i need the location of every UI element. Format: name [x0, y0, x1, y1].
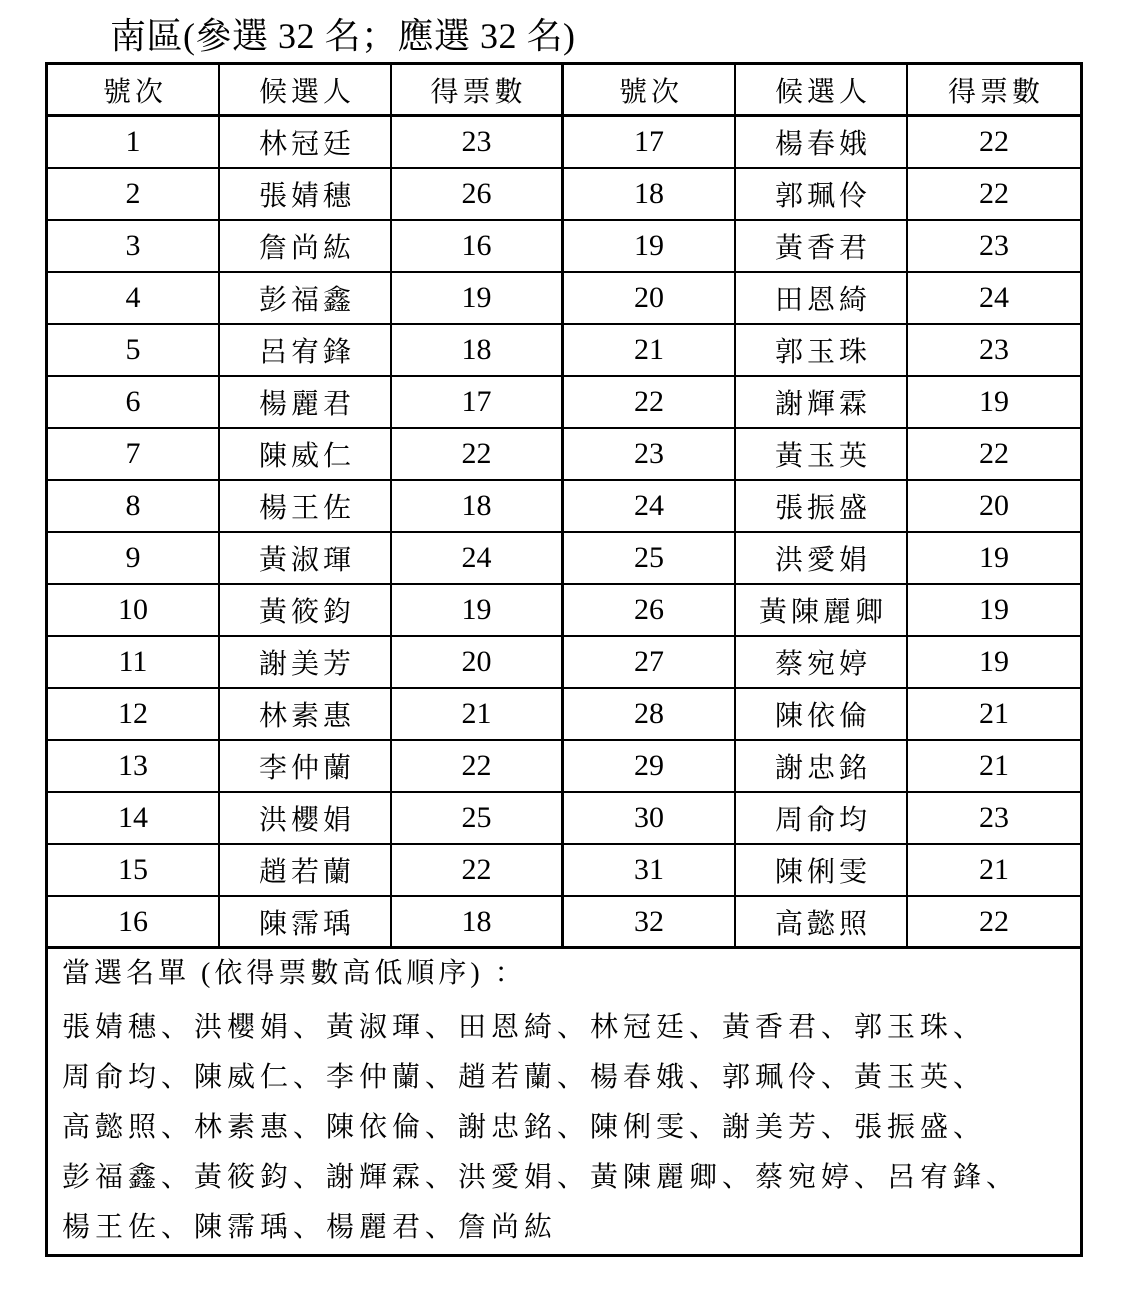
table-row	[48, 585, 1080, 637]
table-row	[48, 325, 1080, 377]
vote-count-cell: 19	[392, 585, 564, 635]
number-cell: 22	[564, 377, 736, 427]
vote-count-cell: 24	[979, 281, 1009, 314]
candidate-name-cell: 林素惠	[220, 689, 392, 739]
results-table	[45, 62, 1083, 1257]
vote-count-cell: 22	[979, 177, 1009, 210]
vote-count-cell: 17	[392, 377, 564, 427]
vote-count-cell: 25	[392, 793, 564, 843]
table-row	[48, 481, 1080, 533]
candidate-name-cell: 陳霈瑀	[220, 897, 392, 946]
candidate-name-cell: 蔡宛婷	[736, 637, 908, 687]
number-cell: 5	[48, 325, 220, 375]
column-header-number: 號次	[564, 65, 736, 114]
table-row	[48, 689, 1080, 741]
candidate-name-cell: 詹尚紘	[220, 221, 392, 271]
candidate-name-cell: 楊王佐	[220, 481, 392, 531]
table-row	[48, 845, 1080, 897]
candidate-name-cell: 陳威仁	[220, 429, 392, 479]
vote-count-cell: 24	[392, 533, 564, 583]
candidate-name-cell: 黃筱鈞	[220, 585, 392, 635]
vote-count-cell: 19	[979, 385, 1009, 418]
page-title: 南區(參選 32 名；應選 32 名)	[110, 16, 576, 56]
elected-names-line: 楊王佐、陳霈瑀、楊麗君、詹尚紘	[62, 1212, 558, 1243]
number-cell: 9	[48, 533, 220, 583]
table-row	[48, 533, 1080, 585]
candidate-name-cell: 楊麗君	[220, 377, 392, 427]
candidate-name-cell: 呂宥鋒	[220, 325, 392, 375]
table-row	[48, 377, 1080, 429]
vote-count-cell: 23	[979, 333, 1009, 366]
candidate-name-cell: 張振盛	[736, 481, 908, 531]
table-row	[48, 273, 1080, 325]
number-cell: 19	[564, 221, 736, 271]
number-cell: 30	[564, 793, 736, 843]
table-row	[48, 741, 1080, 793]
vote-count-cell: 21	[392, 689, 564, 739]
number-cell: 25	[564, 533, 736, 583]
number-cell: 21	[564, 325, 736, 375]
vote-count-cell: 19	[979, 593, 1009, 626]
vote-count-cell: 19	[392, 273, 564, 323]
number-cell: 6	[48, 377, 220, 427]
candidate-name-cell: 田恩綺	[736, 273, 908, 323]
vote-count-cell: 23	[392, 117, 564, 167]
candidate-name-cell: 謝美芳	[220, 637, 392, 687]
candidate-name-cell: 李仲蘭	[220, 741, 392, 791]
vote-count-cell: 21	[979, 749, 1009, 782]
vote-count-cell: 19	[979, 541, 1009, 574]
vote-count-cell: 22	[392, 429, 564, 479]
candidate-name-cell: 郭珮伶	[736, 169, 908, 219]
candidate-name-cell: 謝忠銘	[736, 741, 908, 791]
number-cell: 18	[564, 169, 736, 219]
number-cell: 7	[48, 429, 220, 479]
table-row	[48, 637, 1080, 689]
candidate-name-cell: 林冠廷	[220, 117, 392, 167]
number-cell: 15	[48, 845, 220, 895]
vote-count-cell: 18	[392, 897, 564, 946]
vote-count-cell: 23	[979, 801, 1009, 834]
number-cell: 13	[48, 741, 220, 791]
elected-names-line: 高懿照、林素惠、陳依倫、謝忠銘、陳俐雯、謝美芳、張振盛、	[62, 1112, 987, 1143]
candidate-name-cell: 陳俐雯	[736, 845, 908, 895]
candidate-name-cell: 趙若蘭	[220, 845, 392, 895]
candidate-name-cell: 黃玉英	[736, 429, 908, 479]
candidate-name-cell: 彭福鑫	[220, 273, 392, 323]
candidate-name-cell: 郭玉珠	[736, 325, 908, 375]
vote-count-cell: 20	[392, 637, 564, 687]
elected-names-line: 彭福鑫、黃筱鈞、謝輝霖、洪愛娟、黃陳麗卿、蔡宛婷、呂宥鋒、	[62, 1162, 1020, 1193]
elected-names-line: 張婧穗、洪櫻娟、黃淑琿、田恩綺、林冠廷、黃香君、郭玉珠、	[62, 1012, 987, 1043]
number-cell: 23	[564, 429, 736, 479]
column-header-number: 號次	[48, 65, 220, 114]
candidate-name-cell: 洪愛娟	[736, 533, 908, 583]
table-row	[48, 793, 1080, 845]
candidate-name-cell: 黃淑琿	[220, 533, 392, 583]
number-cell: 26	[564, 585, 736, 635]
number-cell: 20	[564, 273, 736, 323]
vote-count-cell: 16	[392, 221, 564, 271]
elected-names-line: 周俞均、陳威仁、李仲蘭、趙若蘭、楊春娥、郭珮伶、黃玉英、	[62, 1062, 987, 1093]
candidate-name-cell: 黃香君	[736, 221, 908, 271]
number-cell: 27	[564, 637, 736, 687]
vote-count-cell: 19	[979, 645, 1009, 678]
candidate-name-cell: 黃陳麗卿	[736, 585, 908, 635]
table-row	[48, 169, 1080, 221]
number-cell: 14	[48, 793, 220, 843]
table-row	[48, 429, 1080, 481]
column-header-votes: 得票數	[947, 76, 1044, 108]
table-row	[48, 117, 1080, 169]
vote-count-cell: 22	[392, 741, 564, 791]
number-cell: 24	[564, 481, 736, 531]
number-cell: 8	[48, 481, 220, 531]
column-header-candidate: 候選人	[736, 65, 908, 114]
candidate-name-cell: 張婧穗	[220, 169, 392, 219]
candidate-name-cell: 高懿照	[736, 897, 908, 946]
vote-count-cell: 21	[979, 697, 1009, 730]
vote-count-cell: 22	[979, 125, 1009, 158]
number-cell: 3	[48, 221, 220, 271]
candidate-name-cell: 楊春娥	[736, 117, 908, 167]
table-row	[48, 897, 1080, 949]
elected-list-section	[48, 949, 1080, 1253]
vote-count-cell: 22	[979, 904, 1009, 938]
column-header-candidate: 候選人	[220, 65, 392, 114]
candidate-name-cell: 陳依倫	[736, 689, 908, 739]
vote-count-cell: 18	[392, 481, 564, 531]
candidate-name-cell: 周俞均	[736, 793, 908, 843]
vote-count-cell: 18	[392, 325, 564, 375]
number-cell: 32	[564, 897, 736, 946]
number-cell: 1	[48, 117, 220, 167]
number-cell: 31	[564, 845, 736, 895]
candidate-name-cell: 洪櫻娟	[220, 793, 392, 843]
table-header-row	[48, 65, 1080, 117]
number-cell: 11	[48, 637, 220, 687]
vote-count-cell: 26	[392, 169, 564, 219]
vote-count-cell: 20	[979, 489, 1009, 522]
vote-count-cell: 23	[979, 229, 1009, 262]
vote-count-cell: 21	[979, 853, 1009, 886]
elected-list-heading: 當選名單 (依得票數高低順序) ：	[62, 958, 527, 989]
column-header-votes: 得票數	[392, 65, 564, 114]
number-cell: 17	[564, 117, 736, 167]
candidate-name-cell: 謝輝霖	[736, 377, 908, 427]
vote-count-cell: 22	[392, 845, 564, 895]
vote-count-cell: 22	[979, 437, 1009, 470]
number-cell: 28	[564, 689, 736, 739]
number-cell: 29	[564, 741, 736, 791]
number-cell: 2	[48, 169, 220, 219]
number-cell: 4	[48, 273, 220, 323]
number-cell: 12	[48, 689, 220, 739]
table-row	[48, 221, 1080, 273]
number-cell: 10	[48, 585, 220, 635]
number-cell: 16	[48, 897, 220, 946]
